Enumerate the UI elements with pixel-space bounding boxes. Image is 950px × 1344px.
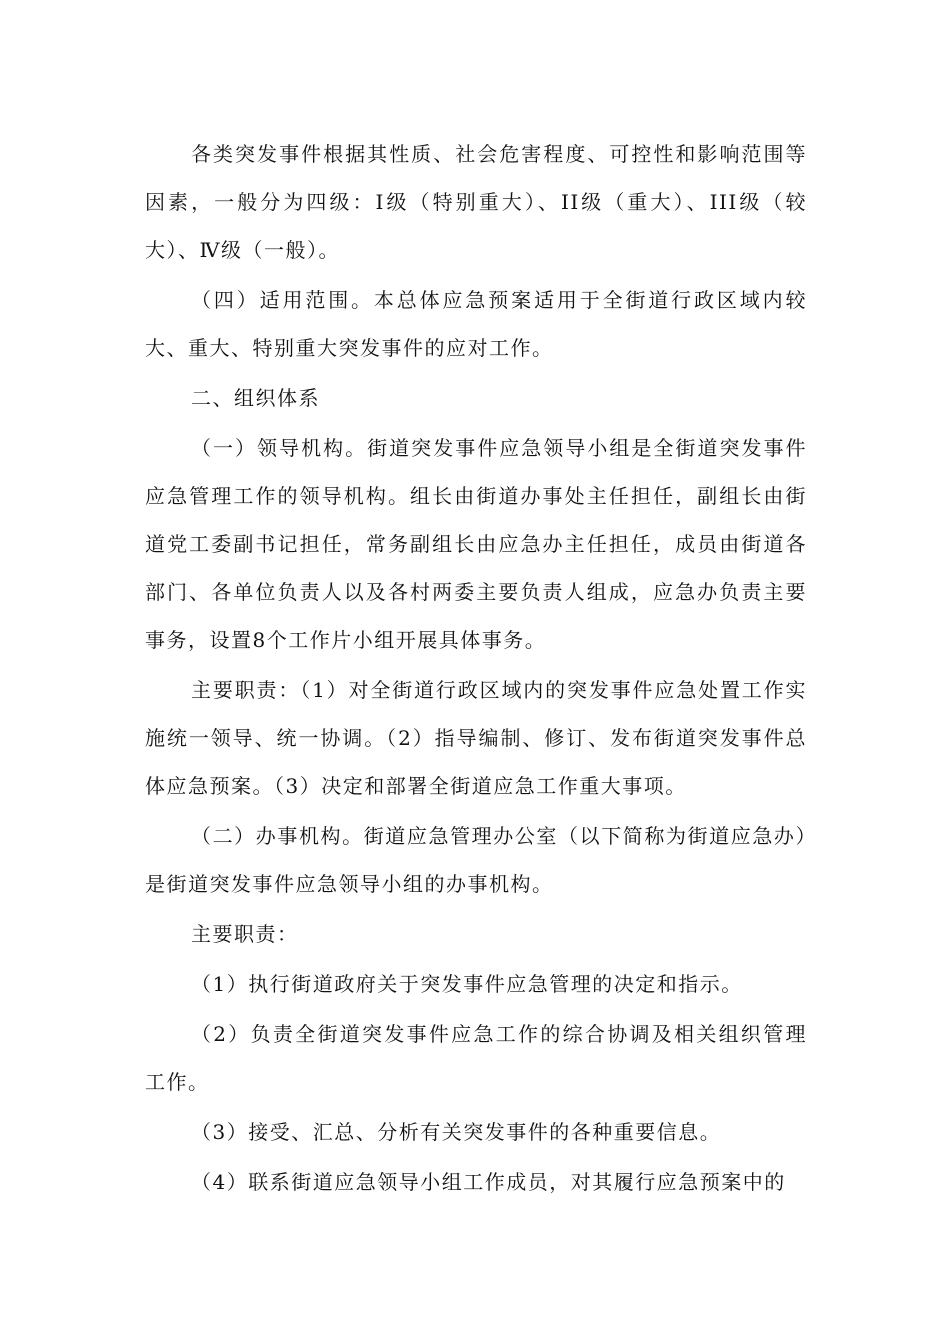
list-item-duty-2: （2）负责全街道突发事件应急工作的综合协调及相关组织管理工作。 [145, 1022, 807, 1094]
list-item-duty-3: （3）接受、汇总、分析有关突发事件的各种重要信息。 [191, 1120, 722, 1144]
section-heading-organization: 二、组织体系 [191, 386, 320, 410]
paragraph-scope: （四）适用范围。本总体应急预案适用于全街道行政区域内较大、重大、特别重大突发事件的应对工作。 [145, 288, 807, 360]
paragraph-office-duties-heading: 主要职责： [191, 922, 299, 946]
paragraph-event-levels: 各类突发事件根据其性质、社会危害程度、可控性和影响范围等因素，一般分为四级：Ⅰ级（特别重大）、II级（重大）、III级（较大）、Ⅳ级（一般）。 [145, 142, 807, 262]
paragraph-leadership-duties: 主要职责：（1）对全街道行政区域内的突发事件应急处置工作实施统一领导、统一协调。（2）指导编制、修订、发布街道突发事件总体应急预案。（3）决定和部署全街道应急工作重大事项。 [145, 678, 807, 798]
document-body [145, 130, 807, 1206]
paragraph-office: （二）办事机构。街道应急管理办公室（以下简称为街道应急办）是街道突发事件应急领导小组的办事机构。 [145, 824, 807, 896]
list-item-duty-1: （1）执行街道政府关于突发事件应急管理的决定和指示。 [191, 972, 743, 996]
paragraph-leadership: （一）领导机构。街道突发事件应急领导小组是全街道突发事件应急管理工作的领导机构。组长由街道办事处主任担任，副组长由街道党工委副书记担任，常务副组长由应急办主任担任，成员由街道各部门、各单位负责人以及各村两委主要负责人组成，应急办负责主要事务，设置8个工作片小组开展具体事务。 [145, 436, 807, 652]
list-item-duty-4: （4）联系街道应急领导小组工作成员，对其履行应急预案中的 [191, 1170, 786, 1194]
